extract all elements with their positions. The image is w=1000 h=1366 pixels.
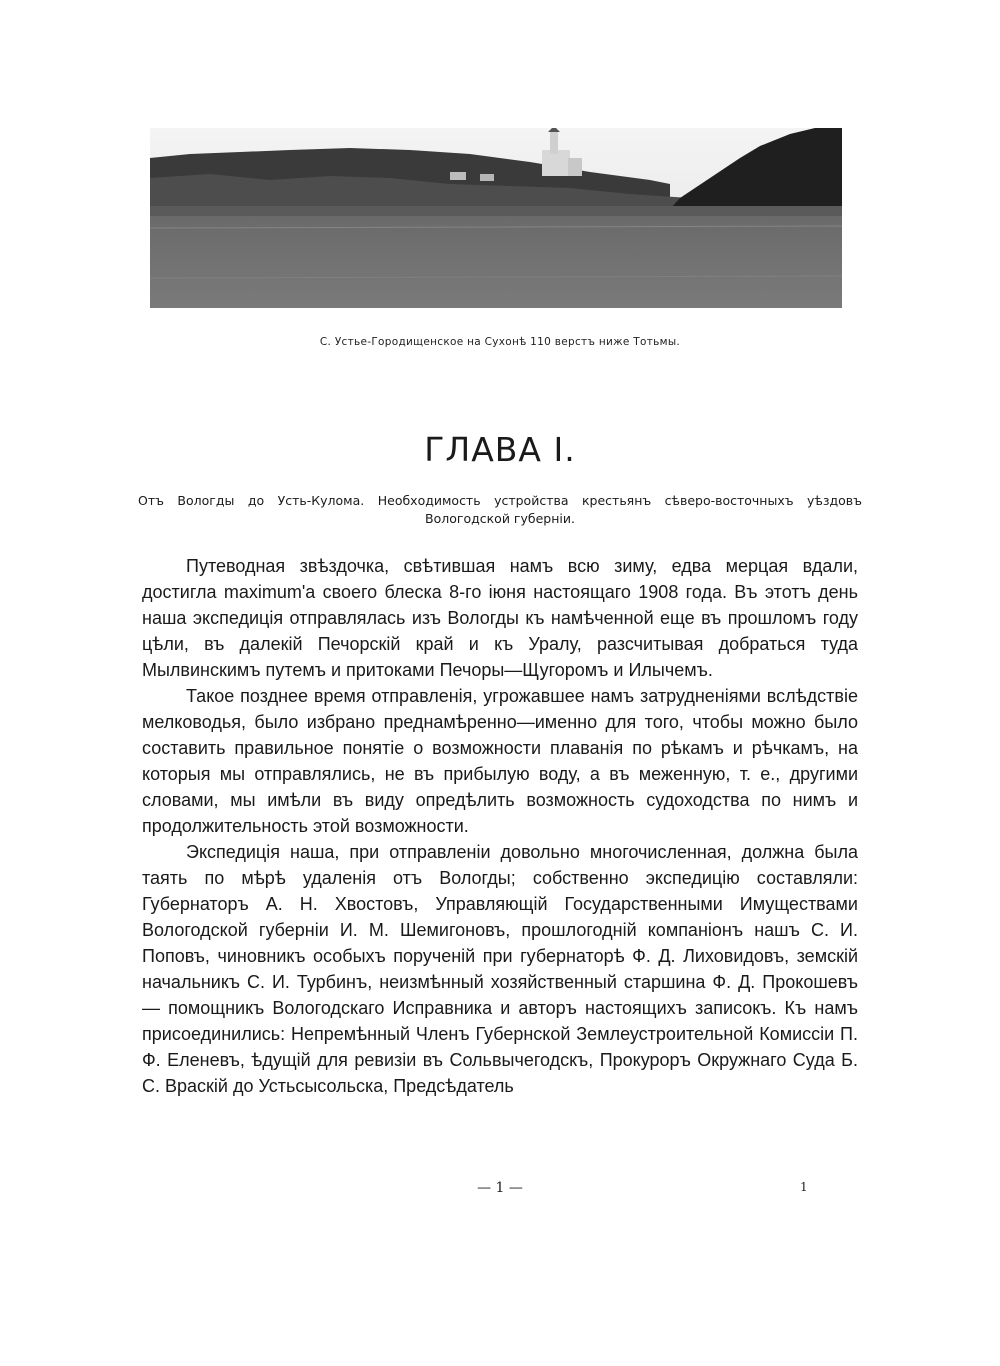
river-village-image	[150, 128, 842, 308]
paragraph: Путеводная звѣздочка, свѣтившая намъ всю зиму, едва мерцая вдали, достигла maximum'а своего блеска 8-го іюня настоящаго 1908 года. Въ этотъ день наша экспедиція отправлялась изъ Вологды къ намѣченной еще въ прошломъ году цѣли, въ далекій Печорскій край и къ Уралу, разсчитывая добраться туда Мылвинскимъ путемъ и притоками Печоры—Щугоромъ и Илычемъ.	[142, 556, 858, 680]
page-number: — 1 —	[477, 1180, 523, 1196]
signature-mark: 1	[800, 1180, 808, 1194]
paragraph: Экспедиція наша, при отправленіи довольно многочисленная, должна была таять по мѣрѣ удаленія отъ Вологды; собственно экспедицію составляли: Губернаторъ А. Н. Хвостовъ, Управляющій Государственными Имуществами Вологодской губерніи И. М. Шемигоновъ, прошлогодній компаніонъ нашъ С. И. Поповъ, чиновникъ особыхъ порученій при губернаторѣ Ф. Д. Лиховидовъ, земскій начальникъ С. И. Турбинъ, неизмѣнный хозяйственный старшина Ф. Д. Прокошевъ — помощникъ Вологодскаго Исправника и авторъ настоящихъ записокъ. Къ намъ присоединились: Непремѣнный Членъ Губернской Землеустроительной Комиссіи П. Ф. Еленевъ, ѣдущій для ревизіи въ Сольвычегодскъ, Прокуроръ Окружнаго Суда Б. С. Враскій до Устьсысольска, Предсѣдатель	[142, 842, 858, 1096]
chapter-summary: Отъ Вологды до Усть-Кулома. Необходимость устройства крестьянъ сѣверо-восточныхъ уѣздовъ Вологодской губерніи.	[138, 493, 862, 526]
photo-caption: С. Устье-Городищенское на Сухонѣ 110 верстъ ниже Тотьмы.	[319, 336, 681, 348]
chapter-title: ГЛАВА I.	[424, 430, 576, 469]
body-text	[142, 553, 858, 1099]
landscape-photo	[150, 128, 842, 308]
paragraph: Такое позднее время отправленія, угрожавшее намъ затрудненіями вслѣдствіе мелководья, было избрано преднамѣренно—именно для того, чтобы можно было составить правильное понятіе о возможности плаванія по рѣкамъ и рѣчкамъ, на которыя мы отправлялись, не въ прибылую воду, а въ меженную, т. е., другими словами, мы имѣли въ виду опредѣлить возможность судоходства по нимъ и продолжительность этой возможности.	[142, 686, 858, 836]
